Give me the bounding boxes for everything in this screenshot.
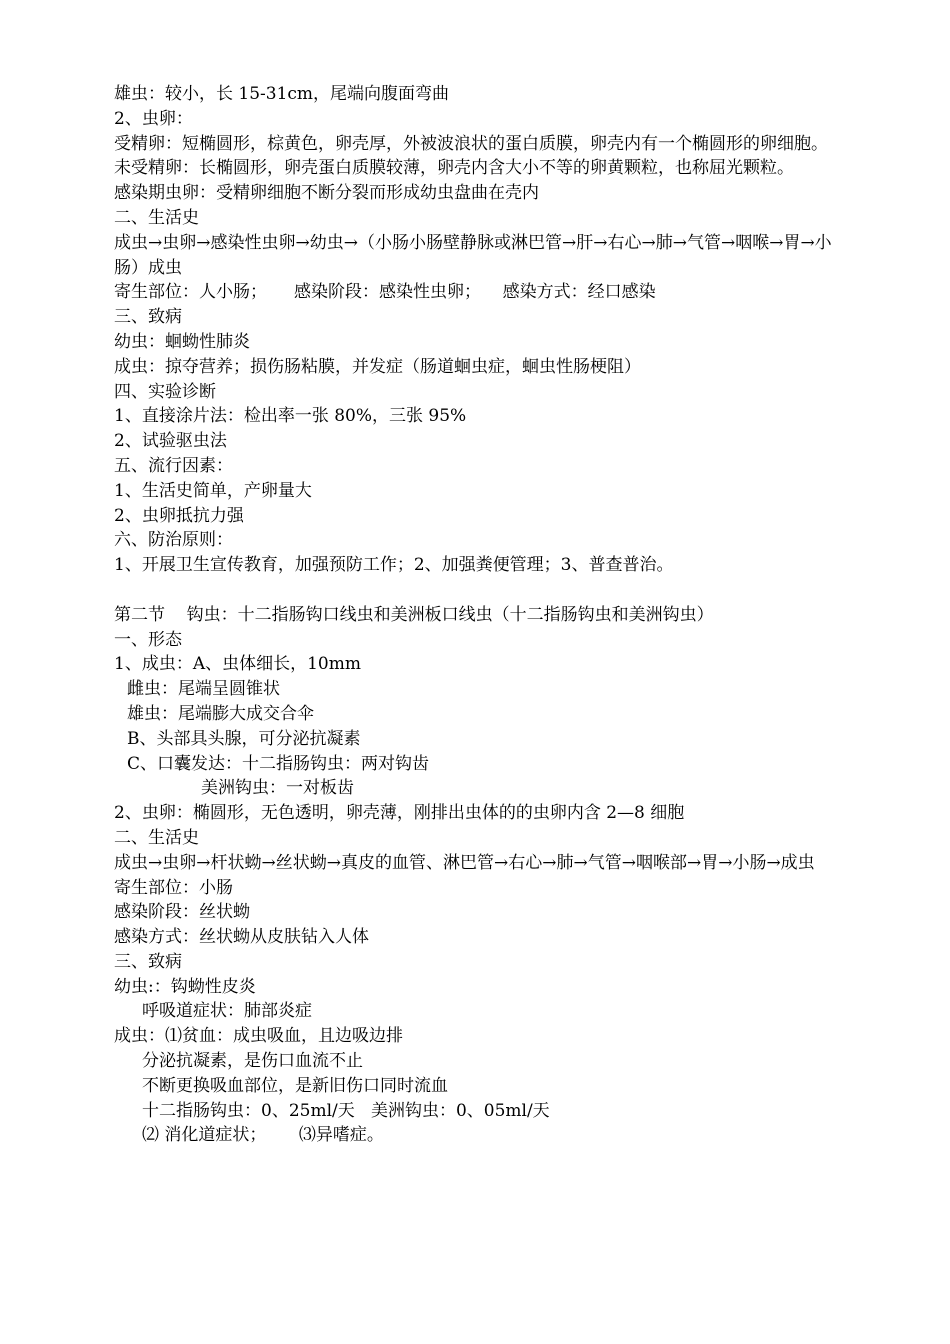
section-heading: 一、形态	[114, 629, 182, 650]
text-line: 雄虫：较小，长 15-31cm，尾端向腹面弯曲	[114, 84, 450, 104]
text-line: 1、直接涂片法：检出率一张 80%，三张 95%	[114, 406, 467, 427]
section-heading: 四、实验诊断	[114, 381, 216, 402]
section-heading: 二、生活史	[114, 827, 199, 848]
section-heading: 六、防治原则：	[114, 530, 233, 551]
text-line: 寄生部位：人小肠； 感染阶段：感染性虫卵； 感染方式：经口感染	[114, 282, 656, 303]
text-line: 2、虫卵：椭圆形，无色透明，卵壳薄，刚排出虫体的的虫卵内含 2—8 细胞	[114, 803, 685, 824]
text-line: 呼吸道症状：肺部炎症	[142, 1001, 312, 1022]
text-line: 成虫：⑴贫血：成虫吸血，且边吸边排	[114, 1026, 403, 1047]
text-line: 幼虫：蛔蚴性肺炎	[114, 331, 250, 352]
text-line: 成虫：掠夺营养；损伤肠粘膜，并发症（肠道蛔虫症，蛔虫性肠梗阻）	[114, 356, 641, 377]
text-line: 1、生活史简单，产卵量大	[114, 480, 312, 501]
text-line: 2、虫卵抵抗力强	[114, 505, 244, 526]
text-line: 2、试验驱虫法	[114, 431, 227, 452]
text-line: 感染阶段：丝状蚴	[114, 902, 250, 923]
text-line: 十二指肠钩虫：0、25ml/天 美洲钩虫：0、05ml/天	[142, 1100, 550, 1121]
text-line: C、口囊发达：十二指肠钩虫：两对钩齿	[127, 753, 430, 774]
paragraph: 未受精卵：长椭圆形，卵壳蛋白质膜较薄，卵壳内含大小不等的卵黄颗粒，也称屈光颗粒。	[114, 158, 794, 179]
paragraph: 受精卵：短椭圆形，棕黄色，卵壳厚，外被波浪状的蛋白质膜，卵壳内有一个椭圆形的卵细胞。	[114, 133, 828, 154]
section-heading: 五、流行因素：	[114, 455, 233, 476]
text-line: 雌虫：尾端呈圆锥状	[127, 679, 280, 700]
text-line: 不断更换吸血部位，是新旧伤口同时流血	[142, 1075, 448, 1096]
section-heading: 三、致病	[114, 951, 182, 972]
text-line: 分泌抗凝素，是伤口血流不止	[142, 1051, 363, 1072]
text-line: ⑵ 消化道症状； ⑶异嗜症。	[142, 1125, 384, 1146]
text-line: 寄生部位：小肠	[114, 877, 233, 898]
section-heading: 二、生活史	[114, 207, 199, 228]
text-line: 感染期虫卵：受精卵细胞不断分裂而形成幼虫盘曲在壳内	[114, 183, 539, 204]
text-line: 1、成虫：A、虫体细长，10mm	[114, 654, 361, 675]
text-line: 雄虫：尾端膨大成交合伞	[127, 703, 314, 724]
text-line: 美洲钩虫：一对板齿	[201, 778, 354, 799]
text-line: B、头部具头腺，可分泌抗凝素	[127, 728, 361, 749]
text-line: 1、开展卫生宣传教育，加强预防工作；2、加强粪便管理；3、普查普治。	[114, 555, 674, 576]
text-line: 2、虫卵：	[114, 108, 193, 129]
text-line: 幼虫:：钩蚴性皮炎	[114, 976, 256, 997]
blank-line	[114, 578, 854, 603]
text-line: 感染方式：丝状蚴从皮肤钻入人体	[114, 927, 369, 948]
paragraph: 成虫→虫卵→感染性虫卵→幼虫→（小肠小肠壁静脉或淋巴管→肝→右心→肺→气管→咽喉→胃→小肠）成虫	[114, 232, 832, 278]
chapter-heading: 第二节 钩虫：十二指肠钩口线虫和美洲板口线虫（十二指肠钩虫和美洲钩虫）	[114, 604, 714, 625]
paragraph: 成虫→虫卵→杆状蚴→丝状蚴→真皮的血管、淋巴管→右心→肺→气管→咽喉部→胃→小肠→成虫	[114, 852, 815, 873]
section-heading: 三、致病	[114, 307, 182, 328]
document-body	[114, 82, 854, 1148]
